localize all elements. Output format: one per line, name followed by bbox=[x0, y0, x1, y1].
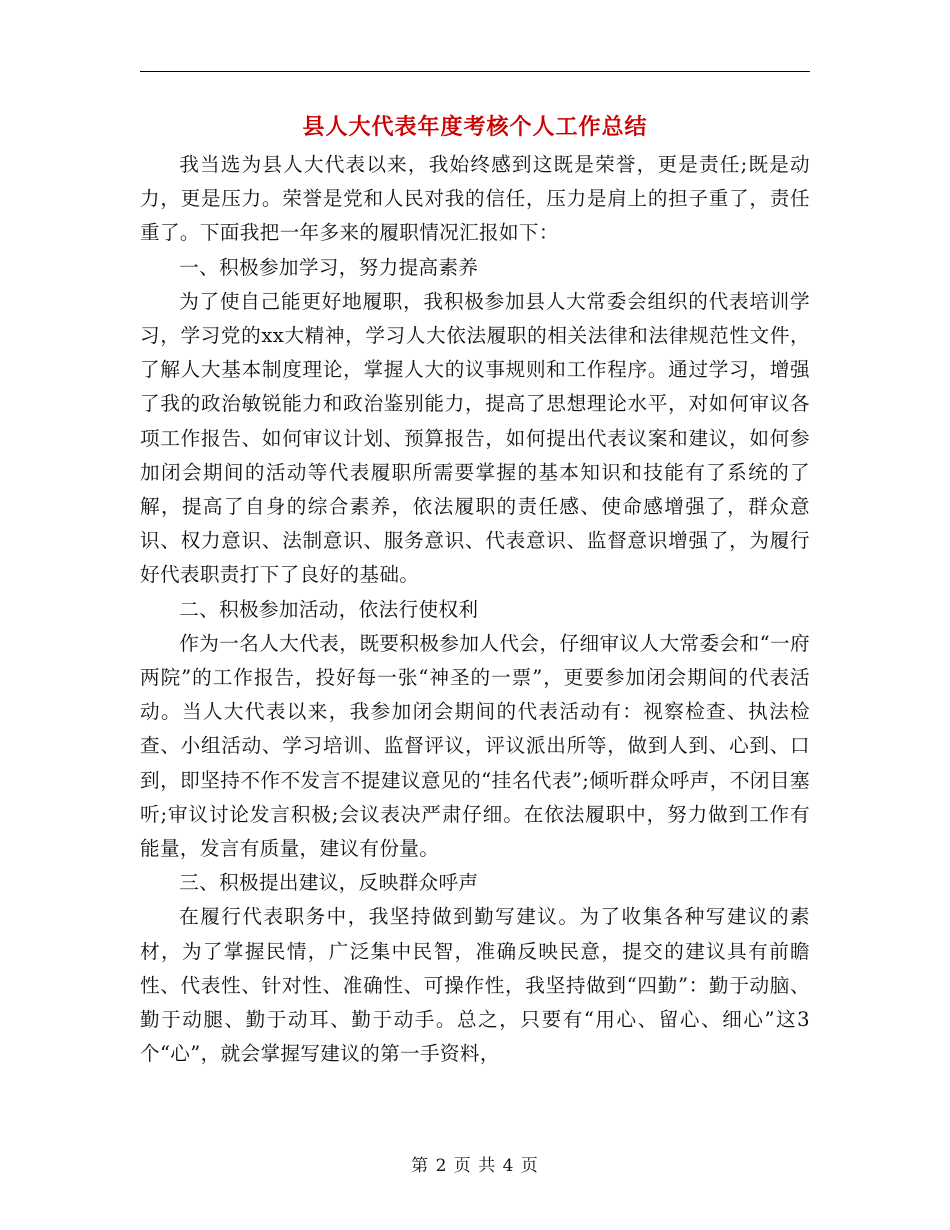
section-heading-1: 一、积极参加学习，努力提高素养 bbox=[179, 255, 479, 279]
paragraph-section-3: 在履行代表职务中，我坚持做到勤写建议。为了收集各种写建议的素材，为了掌握民情，广泛集中民智，准确反映民意，提交的建议具有前瞻性、代表性、针对性、准确性、可操作性，我坚持做到“四勤”：勤于动脑、勤于动腿、勤于动耳、勤于动手。总之，只要有“用心、留心、细心”这3个“心”，就会掌握写建议的第一手资料， bbox=[140, 905, 810, 1066]
paragraph-section-1: 为了使自己能更好地履职，我积极参加县人大常委会组织的代表培训学习，学习党的xx大精神，学习人大依法履职的相关法律和法律规范性文件，了解人大基本制度理论，掌握人大的议事规则和工作程序。通过学习，增强了我的政治敏锐能力和政治鉴别能力，提高了思想理论水平，对如何审议各项工作报告、如何审议计划、预算报告，如何提出代表议案和建议，如何参加闭会期间的活动等代表履职所需要掌握的基本知识和技能有了系统的了解，提高了自身的综合素养，依法履职的责任感、使命感增强了，群众意识、权力意识、法制意识、服务意识、代表意识、监督意识增强了，为履行好代表职责打下了良好的基础。 bbox=[140, 289, 810, 587]
section-heading-3: 三、积极提出建议，反映群众呼声 bbox=[179, 871, 479, 895]
paragraph-section-2: 作为一名人大代表，既要积极参加人代会，仔细审议人大常委会和“一府两院”的工作报告，投好每一张“神圣的一票”，更要参加闭会期间的代表活动。当人大代表以来，我参加闭会期间的代表活动有：视察检查、执法检查、小组活动、学习培训、监督评议，评议派出所等，做到人到、心到、口到，即坚持不作不发言不提建议意见的“挂名代表”;倾听群众呼声，不闭目塞听;审议讨论发言积极;会议表决严肃仔细。在依法履职中，努力做到工作有能量，发言有质量，建议有份量。 bbox=[140, 631, 810, 861]
document-title: 县人大代表年度考核个人工作总结 bbox=[302, 114, 648, 140]
header-rule bbox=[140, 71, 810, 72]
paragraph-intro: 我当选为县人大代表以来，我始终感到这既是荣誉，更是责任;既是动力，更是压力。荣誉是党和人民对我的信任，压力是肩上的担子重了，责任重了。下面我把一年多来的履职情况汇报如下： bbox=[140, 153, 810, 245]
section-heading-2: 二、积极参加活动，依法行使权利 bbox=[179, 597, 479, 621]
document-body bbox=[140, 148, 810, 1071]
page-number-footer: 第 2 页 共 4 页 bbox=[411, 1156, 539, 1176]
